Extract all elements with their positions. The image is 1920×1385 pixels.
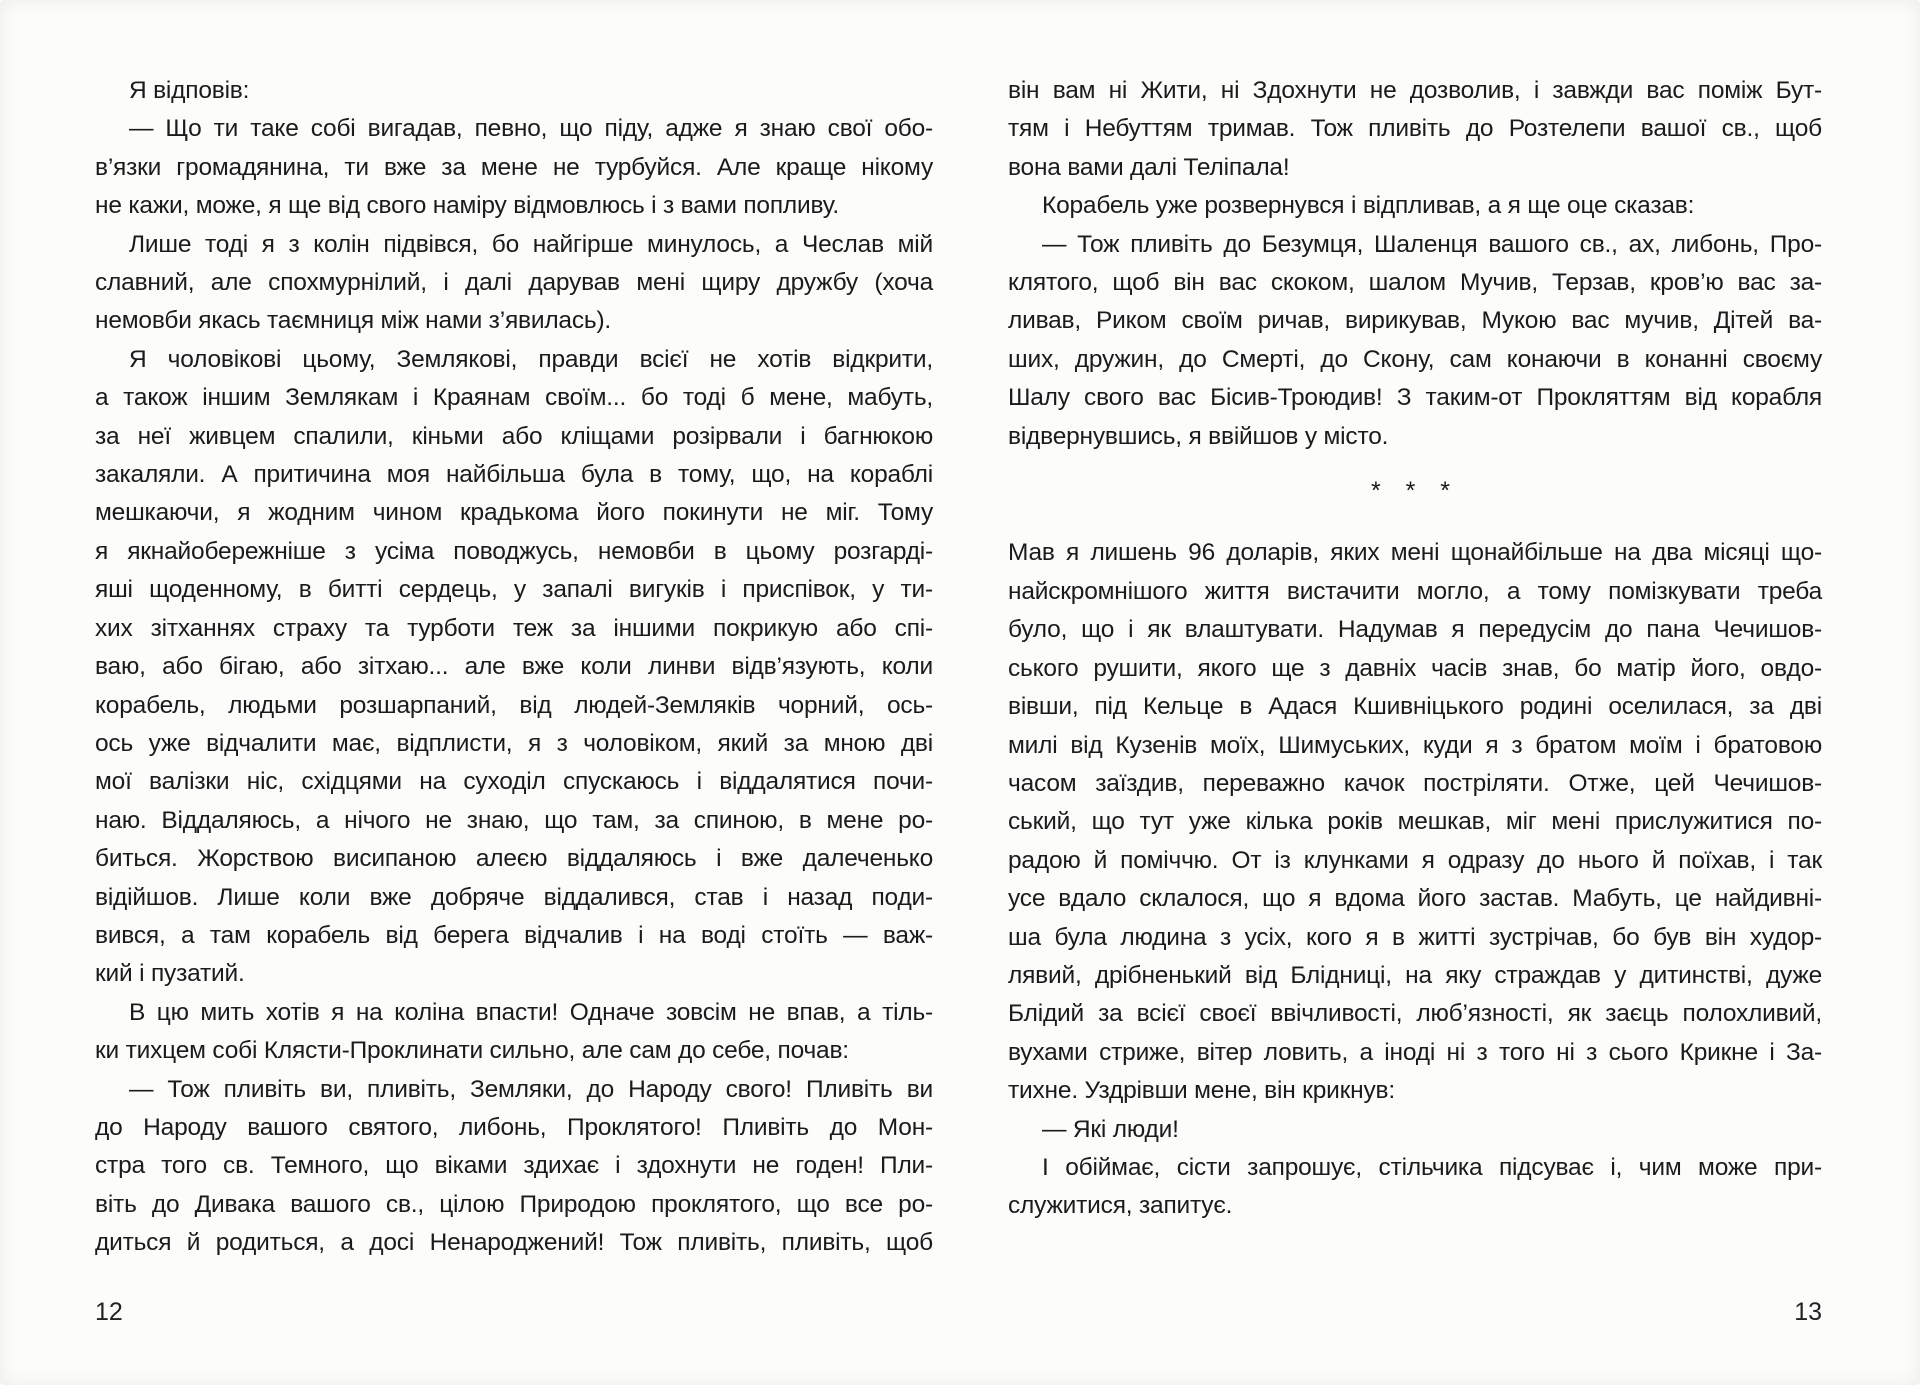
text-line: не кажи, може, я ще від свого наміру відмовлюсь і з вами попливу. [95,192,839,220]
text-line: часом заїздив, переважно качок постріляти. Отже, цей Чечишов- [1008,769,1822,797]
text-line: тихне. Уздрівши мене, він крикнув: [1008,1077,1395,1105]
text-line: ки тихцем собі Клясти-Проклинати сильно, але сам до себе, почав: [95,1037,849,1065]
text-line: служитися, запитує. [1008,1192,1233,1220]
text-line: милі від Кузенів моїх, Шимуських, куди я з братом моїм і братовою [1008,731,1822,759]
text-line: а також іншим Землякам і Краянам своїм... бо тоді б мене, мабуть, [95,384,933,412]
text-line: Блідий за всієї своєї ввічливості, люб’язності, як заєць полохливий, [1008,1000,1822,1028]
text-line: він вам ні Жити, ні Здохнути не дозволив, і завжди вас поміж Бут- [1008,77,1822,104]
text-line: до Народу вашого святого, либонь, Проклятого! Пливіть до Мон- [95,1113,933,1141]
text-line: відвернувшись, я ввійшов у місто. [1008,422,1389,450]
text-line: хих зітханнях страху та турботи теж за іншими покрикую або спі- [95,614,933,642]
text-line: за неї живцем спалили, кіньми або кліщами розірвали і багнюкою [95,422,933,450]
text-line: радою й поміччю. От із клунками я одразу до нього й поїхав, і так [1008,846,1822,874]
text-line: ваю, або бігаю, або зітхаю... але вже коли линви відв’язують, коли [95,653,933,681]
page-left-text [95,72,933,1263]
text-line: вився, а там корабель від берега відчалив і на воді стоїть — важ- [95,921,933,949]
text-line: диться й родиться, а досі Ненароджений! Тож пливіть, пливіть, щоб [95,1229,933,1257]
text-line: ливав, Риком своїм ричав, вирикував, Мукою вас мучив, Дітей ва- [1008,307,1822,335]
page-number-right: 13 [1794,1298,1822,1326]
page-right-text [1008,72,1822,1226]
text-line: віть до Дивака вашого св., цілою Природою проклятого, що все ро- [95,1190,933,1218]
text-line: ський, що тут уже кілька років мешкав, міг мені прислужитися по- [1008,808,1822,836]
text-line: усе вдало склалося, що я вдома його застав. Мабуть, це найдивні- [1008,885,1822,913]
text-line: славний, але спохмурнілий, і далі дарував мені щиру дружбу (хоча [95,269,933,297]
text-line: Мав я лишень 96 доларів, яких мені щонайбільше на два місяці що- [1008,539,1822,567]
text-line: було, що і як влаштувати. Надумав я передусім до пана Чечишов- [1008,616,1822,644]
text-line: кий і пузатий. [95,960,245,988]
text-line: ського рушити, якого ще з давніх часів знав, бо матір його, овдо- [1008,654,1822,682]
text-line: відійшов. Лише коли вже добряче віддалився, став і назад поди- [95,883,933,911]
text-line: — Що ти таке собі вигадав, певно, що піду, адже я знаю свої обо- [129,115,933,143]
text-line: в’язки громадянина, ти вже за мене не турбуйся. Але краще нікому [95,153,933,181]
text-line: Я чоловікові цьому, Землякові, правди всієї не хотів відкрити, [129,345,933,373]
text-line: І обіймає, сісти запрошує, стільчика підсуває і, чим може при- [1042,1153,1822,1181]
page-number-left: 12 [95,1298,123,1326]
text-line: я якнайобережніше з усіма поводжусь, немовби в цьому розгарді- [95,537,933,565]
text-line: закаляли. А притичина моя найбільша була в тому, що, на кораблі [95,461,933,489]
text-line: стра того св. Темного, що віками здихає і здохнути не годен! Пли- [95,1152,933,1180]
text-line: мешкаючи, я жодним чином крадькома його покинути не міг. Тому [95,499,933,527]
text-line: — Тож пливіть до Безумця, Шаленця вашого св., ах, либонь, Про- [1042,230,1822,258]
text-line: мої валізки ніс, східцями на суходіл спускаюсь і віддалятися почи- [95,768,933,796]
text-line: биться. Жорствою висипаною алеєю віддаляюсь і вже далеченько [95,845,933,873]
text-line: вухами стриже, вітер ловить, а іноді ні з того ні з сього Крикне і За- [1008,1038,1822,1066]
text-line: ших, дружин, до Смерті, до Скону, сам конаючи в конанні своєму [1008,345,1822,373]
text-line: ось уже відчалити має, відплисти, я з чоловіком, який за мною дві [95,729,933,757]
text-line: наю. Віддаляюсь, а нічого не знаю, що там, за спиною, в мене ро- [95,806,933,834]
text-line: лявий, дрібненький від Блідниці, на яку страждав у дитинстві, дуже [1008,961,1822,989]
text-line: Корабель уже розвернувся і відпливав, а я ще оце сказав: [1042,192,1695,220]
text-line: — Тож пливіть ви, пливіть, Земляки, до Народу свого! Пливіть ви [129,1075,933,1103]
text-line: найскромнішого життя вистачити могло, а тому помізкувати треба [1008,577,1822,605]
text-line: корабель, людьми розшарпаний, від людей-Земляків чорний, ось- [95,691,933,719]
text-line: немовби якась таємниця між нами з’явилась). [95,307,612,335]
text-line: Шалу свого вас Бісив-Троюдив! З таким-от Прокляттям від корабля [1008,384,1822,412]
text-line: клятого, щоб він вас скоком, шалом Мучив, Терзав, кров’ю вас за- [1008,269,1822,297]
text-line: — Які люди! [1042,1115,1179,1143]
text-line: яші щоденному, в битті сердець, у запалі вигуків і приспівок, у ти- [95,576,933,604]
text-line: В цю мить хотів я на коліна впасти! Одначе зовсім не впав, а тіль- [129,998,933,1026]
text-line: Лише тоді я з колін підвівся, бо найгірше минулось, а Чеслав мій [129,230,933,258]
text-line: ша була людина з усіх, кого я в житті зустрічав, бо був він худор- [1008,923,1822,951]
text-line: вона вами далі Теліпала! [1008,153,1290,181]
text-line: тям і Небуттям тримав. Тож пливіть до Розтелепи вашої св., щоб [1008,115,1822,143]
section-separator: * * * [1370,477,1460,506]
text-line: вівши, під Кельце в Адася Кшивніцького родині оселилася, за дві [1008,693,1822,721]
text-line: Я відповів: [129,77,250,104]
